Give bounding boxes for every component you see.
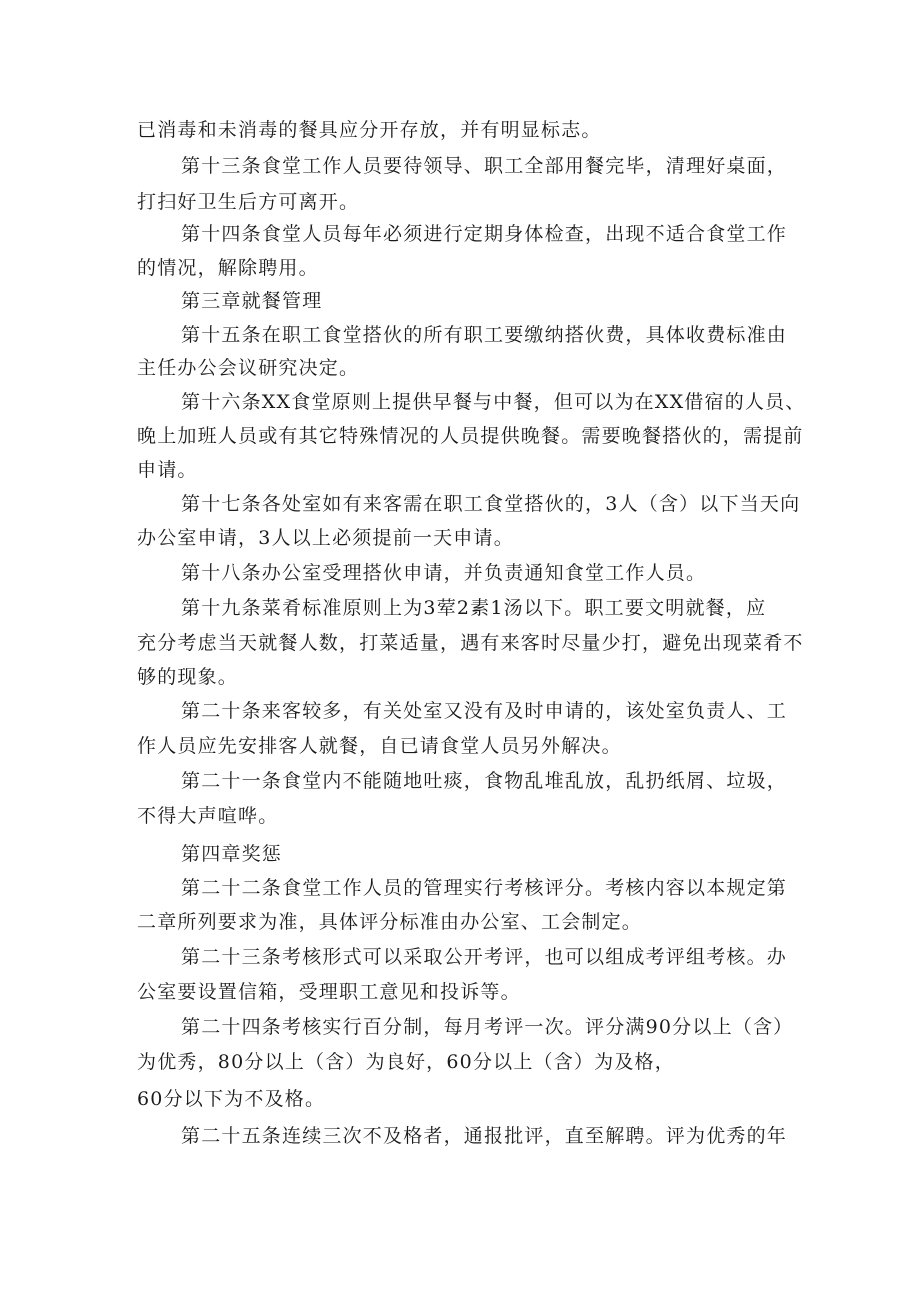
chapter-heading: 第三章就餐管理 xyxy=(181,290,323,312)
text-line: 已消毒和未消毒的餐具应分开存放，并有明显标志。 xyxy=(137,119,602,141)
text-line: 的情况，解除聘用。 xyxy=(137,257,319,279)
text-line: 第十三条食堂工作人员要待领导、职工全部用餐完毕，清理好桌面， xyxy=(181,155,788,177)
text-line: 第二十五条连续三次不及格者，通报批评，直至解聘。评为优秀的年 xyxy=(181,1125,788,1147)
text-line: 60分以下为不及格。 xyxy=(137,1088,326,1110)
text-line: 公室要设置信箱，受理职工意见和投诉等。 xyxy=(137,981,521,1003)
text-line: 充分考虑当天就餐人数，打菜适量，遇有来客时尽量少打，避免出现菜肴不 xyxy=(137,632,804,654)
text-line: 第十四条食堂人员每年必须进行定期身体检查，出现不适合食堂工作 xyxy=(181,223,788,245)
text-line: 申请。 xyxy=(137,459,198,481)
text-line: 主任办公会议研究决定。 xyxy=(137,357,360,379)
text-line: 第二十一条食堂内不能随地吐痰，食物乱堆乱放，乱扔纸屑、垃圾， xyxy=(181,770,788,792)
text-line: 作人员应先安排客人就餐，自已请食堂人员另外解决。 xyxy=(137,735,622,757)
text-line: 第二十三条考核形式可以采取公开考评，也可以组成考评组考核。办 xyxy=(181,946,788,968)
text-line: 第二十四条考核实行百分制，每月考评一次。评分满90分以上（含） xyxy=(181,1016,794,1038)
text-line: 第二十条来客较多，有关处室又没有及时申请的，该处室负责人、工 xyxy=(181,700,788,722)
text-line: 第十八条办公室受理搭伙申请，并负责通知食堂工作人员。 xyxy=(181,562,707,584)
text-line: 第二十二条食堂工作人员的管理实行考核评分。考核内容以本规定第 xyxy=(181,877,788,899)
text-line: 第十九条菜肴标准原则上为3荤2素1汤以下。职工要文明就餐，应 xyxy=(181,597,767,619)
chapter-heading: 第四章奖惩 xyxy=(181,843,283,865)
text-line: 够的现象。 xyxy=(137,666,239,688)
text-line: 打扫好卫生后方可离开。 xyxy=(137,191,360,213)
text-line: 第十五条在职工食堂搭伙的所有职工要缴纳搭伙费，具体收费标准由 xyxy=(181,324,788,346)
text-line: 二章所列要求为准，具体评分标准由办公室、工会制定。 xyxy=(137,911,643,933)
text-line: 第十六条XX食堂原则上提供早餐与中餐，但可以为在XX借宿的人员、 xyxy=(181,391,806,413)
text-line: 第十七条各处室如有来客需在职工食堂搭伙的，3人（含）以下当天向 xyxy=(181,493,801,515)
text-line: 晚上加班人员或有其它特殊情况的人员提供晚餐。需要晚餐搭伙的，需提前 xyxy=(137,425,804,447)
text-line: 为优秀，80分以上（含）为良好，60分以上（含）为及格， xyxy=(137,1051,675,1073)
text-line: 不得大声喧哗。 xyxy=(137,805,279,827)
text-line: 办公室申请，3人以上必须提前一天申请。 xyxy=(137,527,514,549)
